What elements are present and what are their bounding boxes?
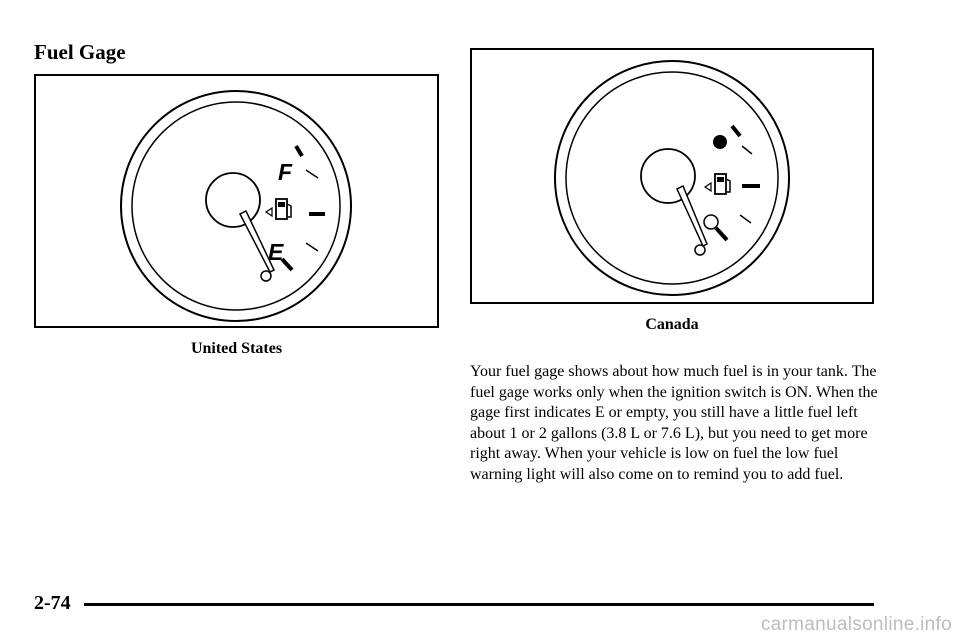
three-quarter-tick	[740, 215, 751, 223]
full-label: F	[278, 159, 293, 185]
quarter-tick	[742, 146, 752, 154]
us-caption: United States	[190, 340, 283, 357]
gauge-needle	[677, 186, 707, 246]
watermark: carmanualsonline.info	[760, 614, 952, 635]
empty-symbol-icon	[704, 215, 718, 229]
full-tick	[732, 126, 740, 136]
canada-fuel-gage-drawing	[472, 50, 872, 302]
canada-caption: Canada	[645, 316, 699, 333]
canada-fuel-gage-illustration	[470, 48, 874, 304]
page-number: 2-74	[34, 592, 71, 614]
us-fuel-gage-drawing	[36, 76, 437, 326]
us-fuel-gage-illustration	[34, 74, 439, 328]
three-quarter-tick	[306, 243, 318, 251]
fuel-gage-description: Your fuel gage shows about how much fuel is in your tank. The fuel gage works only when the ignition switch is ON. When the gage first indicates E or empty, you still have a little fuel left about 1 or 2 gallons (3.8 L or 7.6 L), but you need to get more right away. When your vehicle is low on fuel the low fuel warning light will also come on to remind you to add fuel.	[470, 363, 878, 483]
gauge-hub	[206, 173, 260, 227]
needle-tip	[261, 271, 271, 281]
full-symbol-icon	[713, 135, 727, 149]
empty-tick	[716, 228, 727, 240]
empty-label: E	[268, 239, 284, 265]
empty-tick	[282, 259, 292, 270]
footer-rule	[84, 603, 874, 606]
fuel-pump-icon	[705, 174, 730, 194]
full-tick	[296, 146, 302, 156]
fuel-pump-icon	[266, 199, 291, 219]
needle-tip	[695, 245, 705, 255]
section-heading: Fuel Gage	[34, 40, 126, 64]
quarter-tick	[306, 170, 318, 178]
